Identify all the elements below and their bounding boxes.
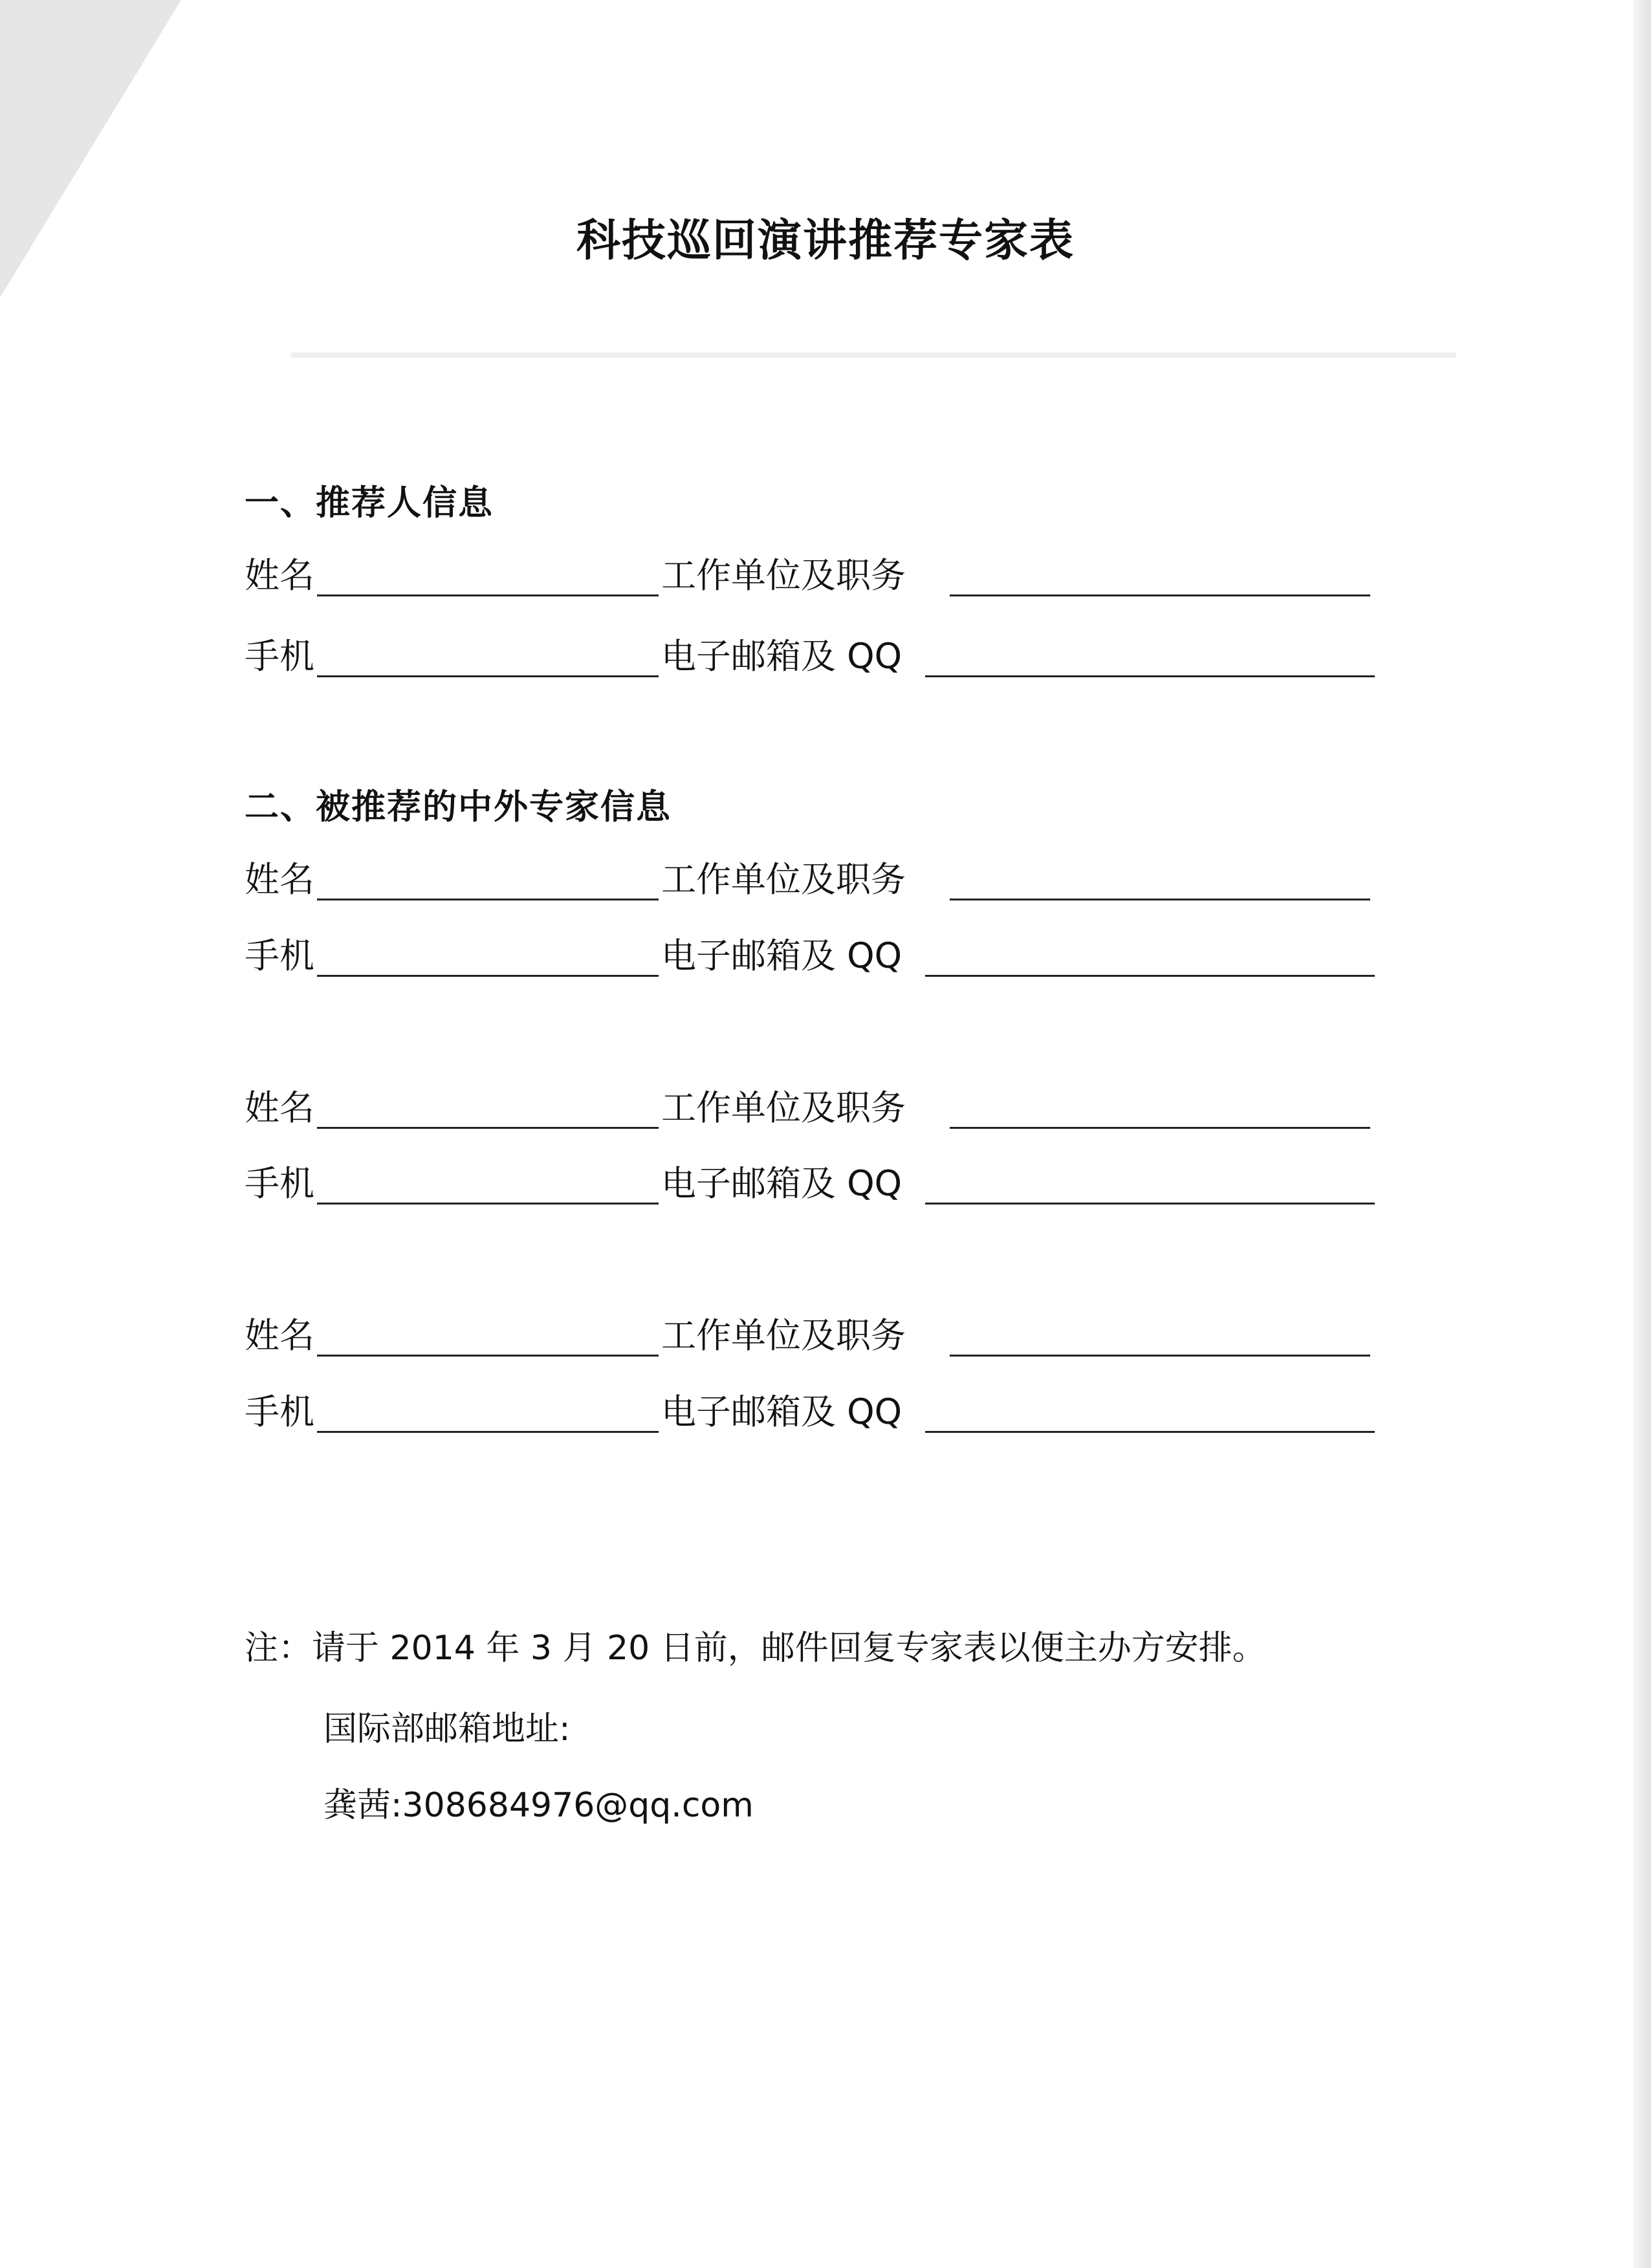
phone-label: 手机 bbox=[245, 1163, 314, 1204]
email-label: 电子邮箱及 QQ bbox=[661, 636, 902, 677]
form-title: 科技巡回演讲推荐专家表 bbox=[576, 215, 1075, 267]
unit-label: 工作单位及职务 bbox=[661, 555, 906, 596]
phone-label: 手机 bbox=[245, 1391, 314, 1432]
unit-field[interactable] bbox=[950, 899, 1370, 900]
section-recommender-heading: 一、推荐人信息 bbox=[245, 483, 494, 523]
phone-field[interactable] bbox=[317, 1431, 659, 1433]
phone-label: 手机 bbox=[245, 935, 314, 976]
name-label: 姓名 bbox=[245, 1315, 314, 1356]
name-label: 姓名 bbox=[245, 555, 314, 596]
phone-field[interactable] bbox=[317, 675, 659, 677]
unit-label: 工作单位及职务 bbox=[661, 1087, 906, 1128]
unit-field[interactable] bbox=[950, 594, 1370, 596]
unit-label: 工作单位及职务 bbox=[661, 859, 906, 900]
name-field[interactable] bbox=[317, 1355, 659, 1357]
expert-2-row-2 bbox=[245, 1161, 1383, 1206]
expert-3-row-2 bbox=[245, 1390, 1383, 1435]
show-through-rule bbox=[291, 353, 1456, 358]
email-label: 电子邮箱及 QQ bbox=[661, 935, 902, 976]
scan-edge bbox=[1633, 0, 1651, 2268]
email-field[interactable] bbox=[925, 1431, 1375, 1433]
name-label: 姓名 bbox=[245, 1087, 314, 1128]
unit-field[interactable] bbox=[950, 1127, 1370, 1129]
recommender-row-2 bbox=[245, 634, 1383, 679]
phone-label: 手机 bbox=[245, 636, 314, 677]
phone-field[interactable] bbox=[317, 1203, 659, 1205]
name-field[interactable] bbox=[317, 899, 659, 900]
email-field[interactable] bbox=[925, 975, 1375, 977]
phone-field[interactable] bbox=[317, 975, 659, 977]
email-label: 电子邮箱及 QQ bbox=[661, 1163, 902, 1204]
expert-3-row-1 bbox=[245, 1313, 1383, 1358]
email-field[interactable] bbox=[925, 675, 1375, 677]
email-field[interactable] bbox=[925, 1203, 1375, 1205]
contact-email: 龚茜:308684976@qq.com bbox=[323, 1786, 754, 1825]
unit-label: 工作单位及职务 bbox=[661, 1315, 906, 1356]
expert-2-row-1 bbox=[245, 1085, 1383, 1131]
recommender-row-1 bbox=[245, 553, 1383, 598]
section-experts-heading: 二、被推荐的中外专家信息 bbox=[245, 787, 672, 827]
email-address-label: 国际部邮箱地址: bbox=[323, 1710, 571, 1749]
expert-1-row-1 bbox=[245, 857, 1383, 902]
email-label: 电子邮箱及 QQ bbox=[661, 1391, 902, 1432]
expert-1-row-2 bbox=[245, 933, 1383, 979]
unit-field[interactable] bbox=[950, 1355, 1370, 1357]
name-label: 姓名 bbox=[245, 859, 314, 900]
name-field[interactable] bbox=[317, 594, 659, 596]
name-field[interactable] bbox=[317, 1127, 659, 1129]
deadline-note: 注：请于 2014 年 3 月 20 日前，邮件回复专家表以便主办方安排。 bbox=[245, 1629, 1266, 1668]
